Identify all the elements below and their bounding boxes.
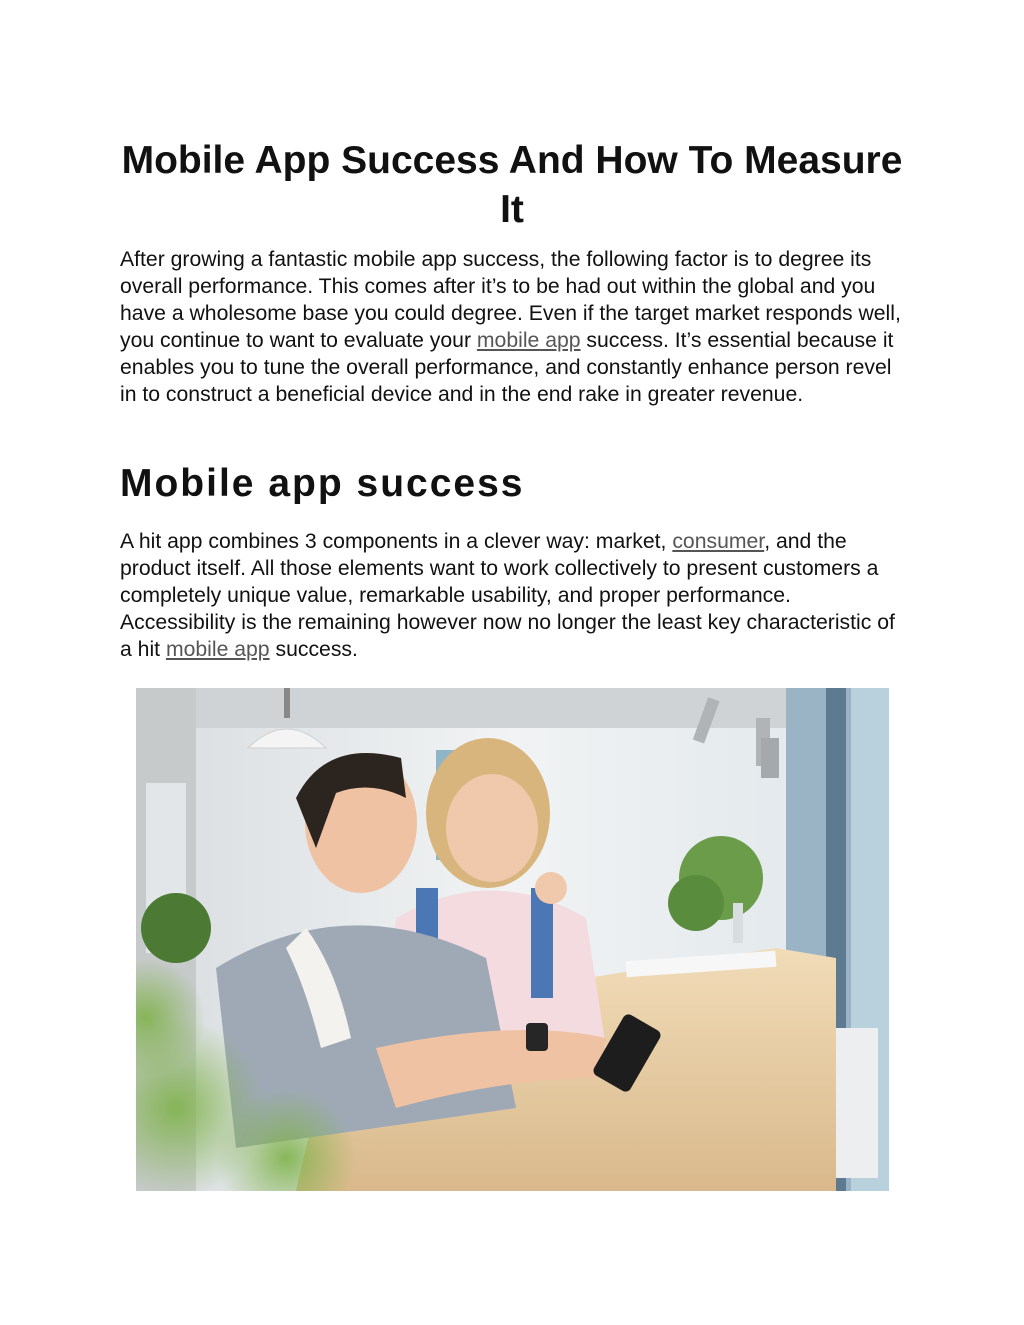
mobile-app-link-2[interactable]: mobile app bbox=[165, 638, 270, 661]
section-text-2: , and the product itself. All those elements want to work collectively to present customers a completely unique value, remarkable usability, and proper performance. Accessibility is the remaining however now no longer the least key characteristic of a hit bbox=[120, 530, 895, 661]
section-paragraph bbox=[120, 528, 910, 663]
section-text-3: success. bbox=[269, 638, 358, 661]
article-photo bbox=[136, 688, 889, 1191]
section-heading: Mobile app success bbox=[120, 462, 525, 505]
intro-text-1: After growing a fantastic mobile app success, the following factor is to degree its overall performance. This comes after it’s to be had out within the global and you have a wholesome base you could degree. Even if the target market responds well, you continue to want to evaluate your bbox=[120, 248, 901, 352]
mobile-app-link[interactable]: mobile app bbox=[476, 329, 581, 352]
page-title: Mobile App Success And How To Measure It bbox=[121, 139, 903, 231]
intro-text-2: success. It’s essential because it enables you to tune the overall performance, and constantly enhance person revel in to construct a beneficial device and in the end rake in greater revenue. bbox=[120, 329, 894, 406]
consumer-link[interactable]: consumer bbox=[672, 530, 765, 553]
intro-paragraph bbox=[120, 246, 910, 408]
section-text-1: A hit app combines 3 components in a clever way: market, bbox=[120, 530, 673, 553]
photo-two-people-looking-at-smartphone-icon bbox=[136, 688, 889, 1191]
